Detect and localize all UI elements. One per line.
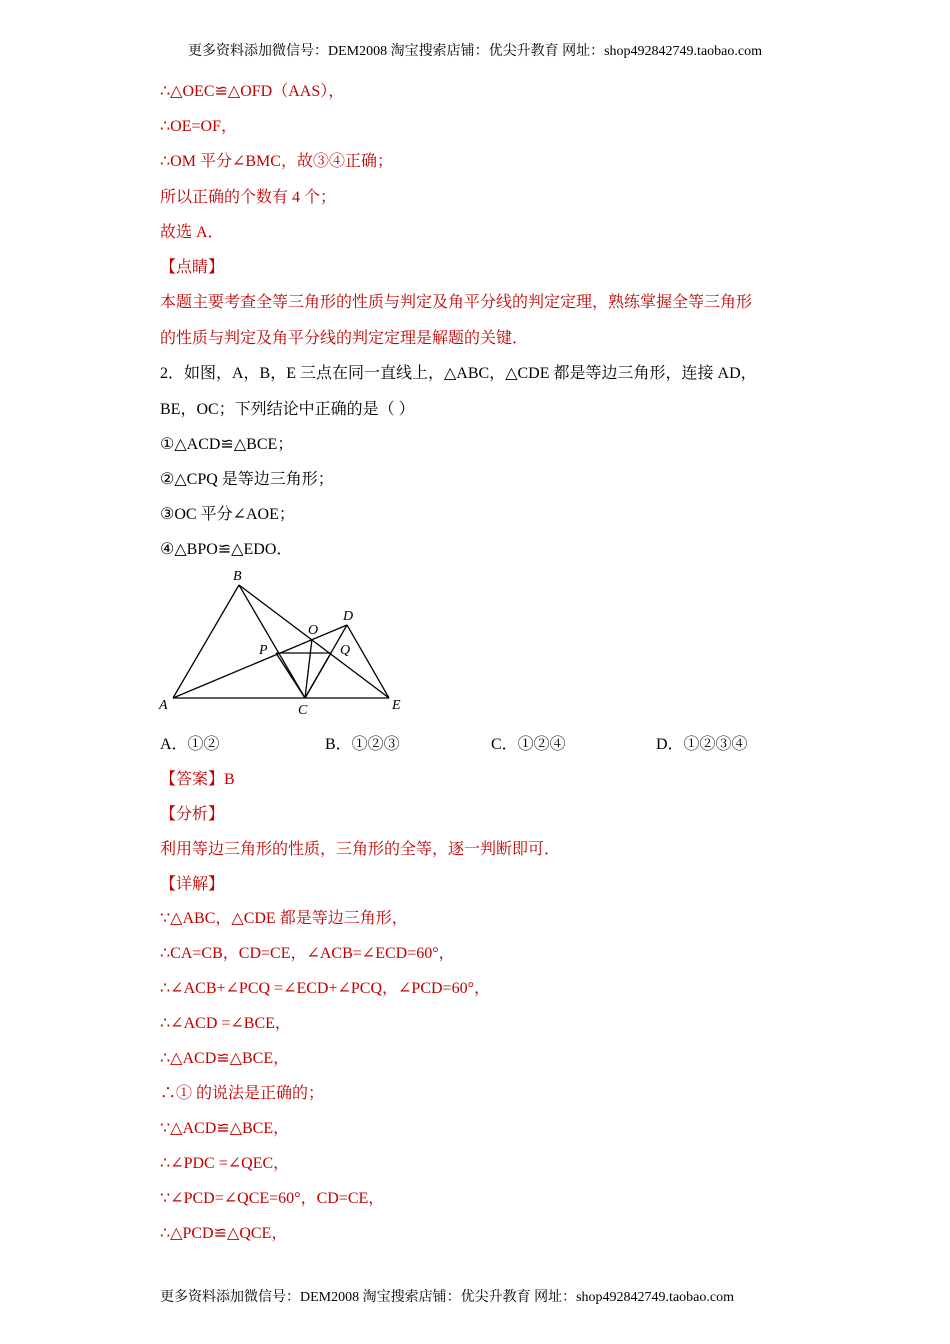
- geometry-figure: [155, 565, 415, 725]
- page-footer: 更多资料添加微信号：DEM2008 淘宝搜索店铺：优尖升教育 网址：shop492842749.taobao.com: [160, 1290, 734, 1305]
- detail-step: ∴∠ACB+∠PCQ =∠ECD+∠PCQ，∠PCD=60°，: [160, 980, 490, 997]
- prev-line-2: ∴OE=OF，: [160, 118, 237, 135]
- detail-step: ∵△ACD≌△BCE，: [160, 1120, 290, 1137]
- label-E: E: [392, 698, 401, 713]
- prev-line-3: ∴OM 平分∠BMC，故③④正确；: [160, 153, 393, 170]
- label-Q: Q: [340, 643, 351, 658]
- detail-step: ∴△ACD≌△BCE，: [160, 1050, 290, 1067]
- label-P: P: [259, 643, 268, 658]
- segment-AD: [173, 625, 347, 698]
- segment-BE: [239, 585, 389, 698]
- label-B: B: [233, 569, 242, 584]
- question-line-1: 2．如图，A，B，E 三点在同一直线上，△ABC，△CDE 都是等边三角形，连接 AD，: [160, 365, 757, 382]
- choice-a: A．①②: [160, 736, 220, 753]
- detail-step: ∵∠PCD=∠QCE=60°，CD=CE，: [160, 1190, 385, 1207]
- segment-DE: [347, 625, 389, 698]
- comment-line-2: 的性质与判定及角平分线的判定定理是解题的关键．: [160, 330, 529, 347]
- detail-step: ∵△ABC，△CDE 都是等边三角形，: [160, 910, 408, 927]
- segment-BC: [239, 585, 305, 698]
- statement-1: ①△ACD≌△BCE；: [160, 436, 294, 453]
- detail-label: 【详解】: [160, 876, 225, 893]
- segment-AB: [173, 585, 239, 698]
- question-line-2: BE，OC；下列结论中正确的是（ ）: [160, 401, 415, 418]
- prev-line-5: 故选 A．: [160, 224, 224, 241]
- detail-step: ∴① 的说法是正确的；: [160, 1085, 325, 1102]
- statement-3: ③OC 平分∠AOE；: [160, 506, 295, 523]
- detail-step: ∴△PCD≌△QCE，: [160, 1225, 288, 1242]
- prev-line-4: 所以正确的个数有 4 个；: [160, 189, 337, 206]
- comment-label: 【点睛】: [160, 259, 225, 276]
- label-A: A: [159, 698, 168, 713]
- detail-step: ∴∠PDC =∠QEC，: [160, 1155, 290, 1172]
- comment-line-1: 本题主要考查全等三角形的性质与判定及角平分线的判定定理，熟练掌握全等三角形: [160, 294, 753, 311]
- detail-step: ∴CA=CB，CD=CE，∠ACB=∠ECD=60°，: [160, 945, 455, 962]
- page-header: 更多资料添加微信号：DEM2008 淘宝搜索店铺：优尖升教育 网址：shop492842749.taobao.com: [188, 44, 762, 59]
- choice-b: B．①②③: [325, 736, 400, 753]
- label-O: O: [308, 623, 319, 638]
- label-D: D: [343, 609, 354, 624]
- prev-line-1: ∴△OEC≌△OFD（AAS），: [160, 83, 345, 100]
- segment-PC: [276, 653, 305, 698]
- label-C: C: [298, 703, 308, 718]
- choice-d: D．①②③④: [656, 736, 748, 753]
- answer-label: 【答案】B: [160, 771, 235, 788]
- segment-OC: [305, 639, 312, 698]
- choice-c: C．①②④: [491, 736, 566, 753]
- statement-2: ②△CPQ 是等边三角形；: [160, 471, 334, 488]
- statement-4: ④△BPO≌△EDO．: [160, 541, 293, 558]
- analysis-text: 利用等边三角形的性质，三角形的全等，逐一判断即可．: [160, 841, 561, 858]
- analysis-label: 【分析】: [160, 806, 225, 823]
- detail-step: ∴∠ACD =∠BCE，: [160, 1015, 291, 1032]
